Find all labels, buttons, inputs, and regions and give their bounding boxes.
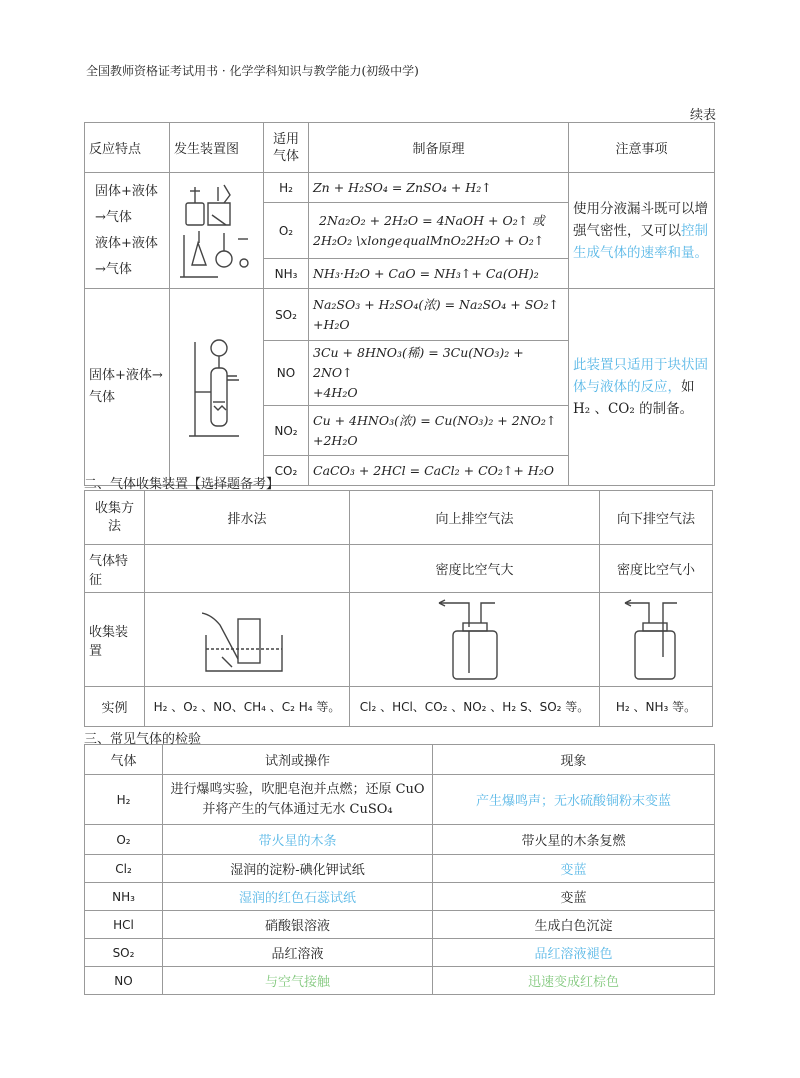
method-water: 排水法 xyxy=(145,491,350,545)
gas-nh3: NH₃ xyxy=(264,259,309,289)
eq-o2 xyxy=(309,203,569,259)
water-collection-image xyxy=(145,593,350,687)
example-upward: Cl₂ 、HCl、CO₂ 、NO₂ 、H₂ S、SO₂ 等。 xyxy=(350,687,600,727)
page-header: 全国教师资格证考试用书 · 化学学科知识与教学能力(初级中学) xyxy=(86,64,419,78)
eq-line: +H₂O xyxy=(313,316,350,332)
method-downward-air: 向下排空气法 xyxy=(600,491,713,545)
test-op: 硝酸银溶液 xyxy=(163,911,433,939)
feature-upward: 密度比空气大 xyxy=(350,545,600,593)
note-group2 xyxy=(569,289,715,486)
test-op: 品红溶液 xyxy=(163,939,433,967)
eq-h2: Zn + H₂SO₄ = ZnSO₄ + H₂↑ xyxy=(309,173,569,203)
eq-nh3: NH₃·H₂O + CaO = NH₃↑+ Ca(OH)₂ xyxy=(309,259,569,289)
eq-line: Na₂SO₃ + H₂SO₄(浓) = Na₂SO₄ + SO₂↑ xyxy=(313,296,559,312)
eq-line: Cu + 4HNO₃(浓) = Cu(NO₃)₂ + 2NO₂↑ xyxy=(313,412,557,428)
note-highlight: 此装置只适用于块状固体与液体的反应， xyxy=(573,357,708,395)
test-op: 进行爆鸣实验，吹肥皂泡并点燃；还原 CuO 并将产生的气体通过无水 CuSO₄ xyxy=(163,775,433,825)
feature-water xyxy=(145,545,350,593)
rowhead-feature: 气体特征 xyxy=(85,545,145,593)
test-op: 与空气接触 xyxy=(163,967,433,995)
note-plain: 使用分液漏斗既可以增强气密性，又可以 xyxy=(573,200,708,239)
gas-no2: NO₂ xyxy=(264,406,309,456)
test-gas: HCl xyxy=(85,911,163,939)
example-water: H₂ 、O₂ 、NO、CH₄ 、C₂ H₄ 等。 xyxy=(145,687,350,727)
note-plain: 如 H₂ 、CO₂ 的制备。 xyxy=(573,379,695,417)
continued-label: 续表 xyxy=(689,108,716,123)
th-gas: 适用气体 xyxy=(264,123,309,173)
apparatus-funnel-flask-image xyxy=(170,173,264,289)
upward-air-image xyxy=(350,593,600,687)
th-notes: 注意事项 xyxy=(569,123,715,173)
gas-co2: CO₂ xyxy=(264,456,309,486)
apparatus-kipp-image xyxy=(170,289,264,486)
test-op: 湿润的淀粉-碘化钾试纸 xyxy=(163,855,433,883)
collection-table xyxy=(84,490,713,727)
th-apparatus: 发生装置图 xyxy=(170,123,264,173)
eq-no2 xyxy=(309,406,569,456)
eq-co2: CaCO₃ + 2HCl = CaCl₂ + CO₂↑+ H₂O xyxy=(309,456,569,486)
note-highlight: 控制生成气体的速率和量。 xyxy=(573,222,708,261)
gas-h2: H₂ xyxy=(264,173,309,203)
test-result: 迅速变成红棕色 xyxy=(433,967,715,995)
test-table xyxy=(84,744,715,995)
eq-no xyxy=(309,341,569,406)
test-result: 变蓝 xyxy=(433,855,715,883)
note-group1 xyxy=(569,173,715,289)
method-upward-air: 向上排空气法 xyxy=(350,491,600,545)
eq-line: +2H₂O xyxy=(313,432,358,448)
test-op: 带火星的木条 xyxy=(163,825,433,855)
section2-title: 二、气体收集装置【选择题备考】 xyxy=(84,477,280,492)
feature-line: 液体+液体 xyxy=(95,235,158,251)
test-gas: SO₂ xyxy=(85,939,163,967)
test-gas: H₂ xyxy=(85,775,163,825)
eq-line: 2Na₂O₂ + 2H₂O = 4NaOH + O₂↑ 或 xyxy=(319,212,545,228)
feature-line: 气体 xyxy=(89,390,116,405)
test-gas: NO xyxy=(85,967,163,995)
test-result: 产生爆鸣声；无水硫酸铜粉末变蓝 xyxy=(433,775,715,825)
gas-o2: O₂ xyxy=(264,203,309,259)
th-test-gas: 气体 xyxy=(85,745,163,775)
th-test-op: 试剂或操作 xyxy=(163,745,433,775)
feature-line: 固体+液体 xyxy=(95,183,158,199)
gas-so2: SO₂ xyxy=(264,289,309,341)
test-result: 变蓝 xyxy=(433,883,715,911)
test-result: 品红溶液褪色 xyxy=(433,939,715,967)
test-op: 湿润的红色石蕊试纸 xyxy=(163,883,433,911)
rowhead-method: 收集方法 xyxy=(85,491,145,545)
eq-line: 3Cu + 8HNO₃(稀) = 3Cu(NO₃)₂ + 2NO↑ xyxy=(313,345,524,380)
feature-downward: 密度比空气小 xyxy=(600,545,713,593)
feature-group1 xyxy=(85,173,170,289)
test-gas: NH₃ xyxy=(85,883,163,911)
feature-line: →气体 xyxy=(95,209,132,225)
test-result: 带火星的木条复燃 xyxy=(433,825,715,855)
rowhead-example: 实例 xyxy=(85,687,145,727)
eq-line: +4H₂O xyxy=(313,385,358,400)
preparation-table xyxy=(84,122,715,486)
feature-line: 固体+液体→ xyxy=(89,368,163,383)
eq-line: 2H₂O₂ \xlongequalMnO₂2H₂O + O₂↑ xyxy=(313,232,545,248)
feature-line: →气体 xyxy=(95,261,132,277)
downward-air-image xyxy=(600,593,713,687)
test-gas: Cl₂ xyxy=(85,855,163,883)
th-feature: 反应特点 xyxy=(85,123,170,173)
example-downward: H₂ 、NH₃ 等。 xyxy=(600,687,713,727)
gas-no: NO xyxy=(264,341,309,406)
th-test-result: 现象 xyxy=(433,745,715,775)
section3-title: 三、常见气体的检验 xyxy=(84,732,202,747)
test-gas: O₂ xyxy=(85,825,163,855)
test-result: 生成白色沉淀 xyxy=(433,911,715,939)
rowhead-apparatus: 收集装置 xyxy=(85,593,145,687)
eq-so2 xyxy=(309,289,569,341)
feature-group2 xyxy=(85,289,170,486)
th-principle: 制备原理 xyxy=(309,123,569,173)
